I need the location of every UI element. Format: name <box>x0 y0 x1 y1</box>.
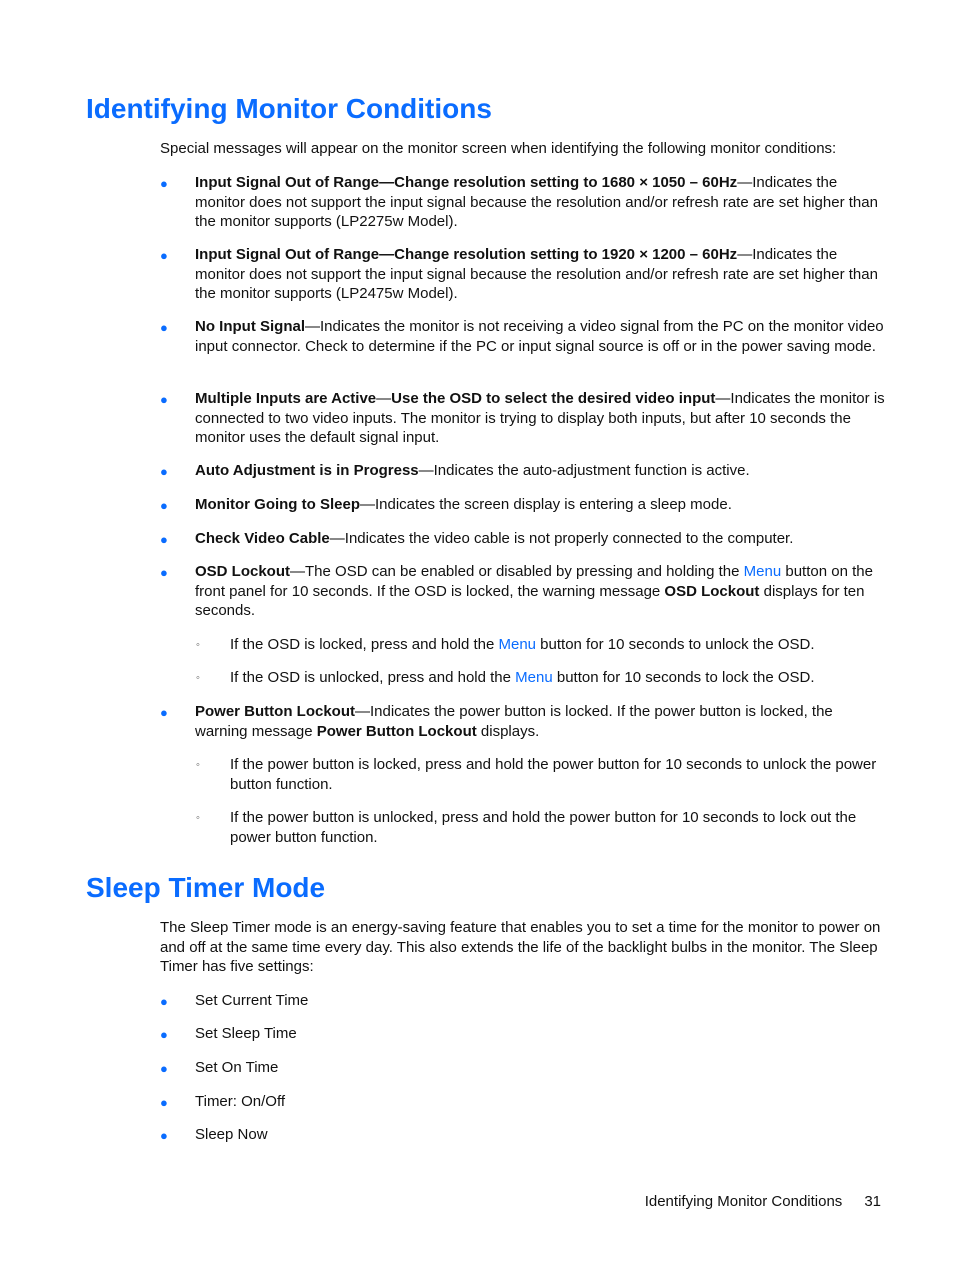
heading-sleep-timer-mode: Sleep Timer Mode <box>86 872 326 903</box>
footer-section-title: Identifying Monitor Conditions <box>644 1193 843 1210</box>
section1-intro: Special messages will appear on the monitor screen when identifying the following monitor conditions: <box>160 140 837 157</box>
sleep-setting-item: Set Current Time <box>195 992 309 1009</box>
section2-intro: The Sleep Timer mode is an energy-saving feature that enables you to set a time for the monitor to power on and off at the same time every day. This also extends the life of the backlight bulbs in the monitor. The Sleep Timer has five settings: <box>160 919 881 975</box>
bullet-icon: ● <box>160 1128 168 1143</box>
osd-sub-item-lock: If the OSD is unlocked, press and hold the Menu button for 10 seconds to lock the OSD. <box>230 669 815 686</box>
condition-item-out-of-range-1680: Input Signal Out of Range—Change resolution setting to 1680 × 1050 – 60Hz—Indicates the monitor does not support the input signal because the resolution and/or refresh rate are set higher than the monitor supports (LP2275w Model). <box>195 174 878 230</box>
bullet-icon: ● <box>160 532 168 547</box>
bullet-icon: ● <box>160 392 168 407</box>
condition-item-osd-lockout: OSD Lockout—The OSD can be enabled or disabled by pressing and holding the Menu button on the front panel for 10 seconds. If the OSD is locked, the warning message OSD Lockout displays for ten seconds. <box>195 563 873 619</box>
bullet-icon: ● <box>160 994 168 1009</box>
sub-bullet-icon: ◦ <box>196 639 200 651</box>
heading-identifying-monitor-conditions: Identifying Monitor Conditions <box>86 93 492 124</box>
sleep-setting-item: Set Sleep Time <box>195 1025 297 1042</box>
bullet-icon: ● <box>160 1027 168 1042</box>
condition-item-check-video-cable: Check Video Cable—Indicates the video cable is not properly connected to the computer. <box>195 530 794 547</box>
osd-sub-item-unlock: If the OSD is locked, press and hold the Menu button for 10 seconds to unlock the OSD. <box>230 636 815 653</box>
condition-item-auto-adjustment: Auto Adjustment is in Progress—Indicates the auto-adjustment function is active. <box>195 462 750 479</box>
sub-bullet-icon: ◦ <box>196 672 200 684</box>
condition-item-out-of-range-1920: Input Signal Out of Range—Change resolution setting to 1920 × 1200 – 60Hz—Indicates the monitor does not support the input signal because the resolution and/or refresh rate are set higher than the monitor supports (LP2475w Model). <box>195 246 878 302</box>
page-footer <box>560 1192 881 1212</box>
sub-bullet-icon: ◦ <box>196 759 200 771</box>
sleep-setting-item: Set On Time <box>195 1059 279 1076</box>
menu-link[interactable]: Menu <box>743 563 782 580</box>
condition-item-going-to-sleep: Monitor Going to Sleep—Indicates the screen display is entering a sleep mode. <box>195 496 732 513</box>
sub-bullet-icon: ◦ <box>196 812 200 824</box>
sleep-setting-item: Timer: On/Off <box>195 1093 286 1110</box>
bullet-icon: ● <box>160 705 168 720</box>
bullet-icon: ● <box>160 248 168 263</box>
condition-item-power-button-lockout: Power Button Lockout—Indicates the power button is locked. If the power button is locked, the warning message Power Button Lockout displays. <box>195 703 833 740</box>
condition-item-multiple-inputs: Multiple Inputs are Active—Use the OSD to select the desired video input—Indicates the monitor is connected to two video inputs. The monitor is trying to display both inputs, but after 10 seconds the monitor uses the default signal input. <box>195 390 885 446</box>
bullet-icon: ● <box>160 1061 168 1076</box>
power-sub-item-lock: If the power button is unlocked, press and hold the power button for 10 seconds to lock out the power button function. <box>230 809 857 846</box>
power-sub-item-unlock: If the power button is locked, press and hold the power button for 10 seconds to unlock the power button function. <box>230 756 877 793</box>
bullet-icon: ● <box>160 464 168 479</box>
menu-link[interactable]: Menu <box>498 636 537 653</box>
bullet-icon: ● <box>160 498 168 513</box>
bullet-icon: ● <box>160 565 168 580</box>
page-number: 31 <box>864 1193 881 1210</box>
menu-link[interactable]: Menu <box>515 669 553 686</box>
bullet-icon: ● <box>160 176 168 191</box>
condition-item-no-input-signal: No Input Signal—Indicates the monitor is not receiving a video signal from the PC on the monitor video input connector. Check to determine if the PC or input signal source is off or in the power saving mode. <box>195 318 884 355</box>
bullet-icon: ● <box>160 1095 168 1110</box>
sleep-setting-item: Sleep Now <box>195 1126 268 1143</box>
bullet-icon: ● <box>160 320 168 335</box>
